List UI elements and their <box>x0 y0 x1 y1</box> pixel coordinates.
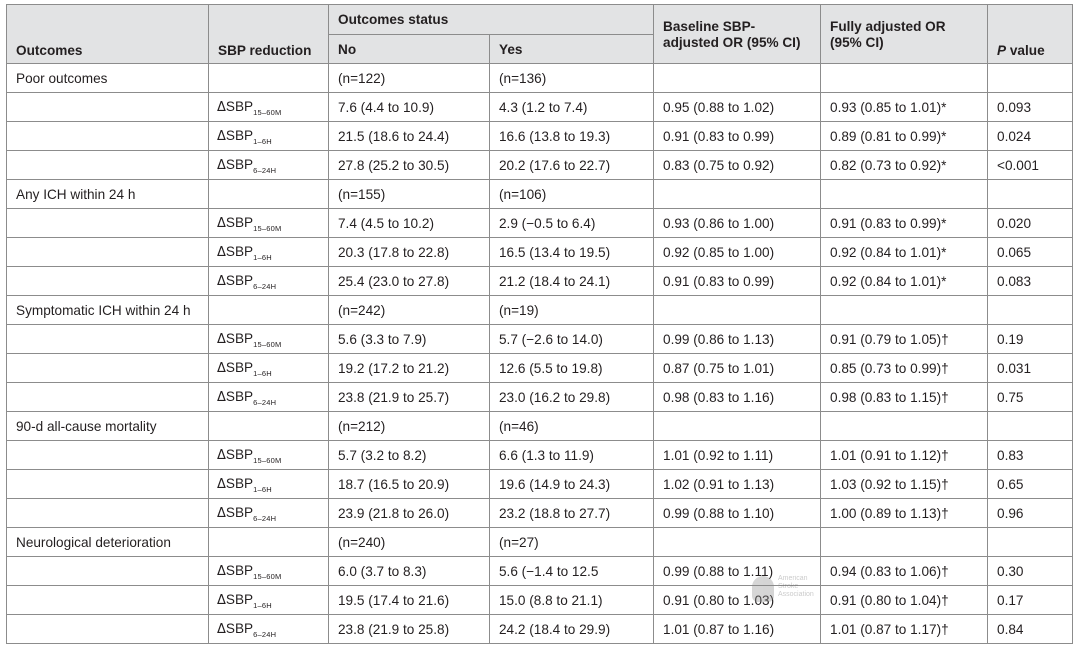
watermark-line-1: American <box>778 575 808 582</box>
sbp-reduction-label <box>209 586 329 615</box>
delta-symbol: Δ <box>217 245 226 260</box>
value-no: 27.8 (25.2 to 30.5) <box>329 151 490 180</box>
empty-cell <box>7 615 209 644</box>
outcome-name: Any ICH within 24 h <box>7 180 209 209</box>
n-no: (n=242) <box>329 296 490 325</box>
header-fully-or-line1: Fully adjusted OR <box>830 18 946 34</box>
sbp-reduction-label <box>209 122 329 151</box>
empty-cell <box>7 238 209 267</box>
empty-cell <box>821 412 988 441</box>
empty-cell <box>821 528 988 557</box>
table-body <box>7 64 1073 644</box>
empty-cell <box>988 412 1073 441</box>
fully-adjusted-or: 0.82 (0.73 to 0.92)* <box>821 151 988 180</box>
value-no: 23.8 (21.9 to 25.8) <box>329 615 490 644</box>
n-no: (n=240) <box>329 528 490 557</box>
sbp-subscript: 1–6H <box>253 601 272 610</box>
sbp-reduction-label <box>209 557 329 586</box>
empty-cell <box>821 64 988 93</box>
n-no: (n=122) <box>329 64 490 93</box>
value-no: 18.7 (16.5 to 20.9) <box>329 470 490 499</box>
empty-cell <box>7 267 209 296</box>
empty-cell <box>988 296 1073 325</box>
n-yes: (n=19) <box>490 296 654 325</box>
baseline-or: 1.02 (0.91 to 1.13) <box>654 470 821 499</box>
fully-adjusted-or: 0.92 (0.84 to 1.01)* <box>821 267 988 296</box>
watermark-line-3: Association <box>778 591 814 598</box>
sbp-text: SBP <box>225 447 254 462</box>
value-yes: 6.6 (1.3 to 11.9) <box>490 441 654 470</box>
header-outcomes-status: Outcomes status <box>329 5 654 35</box>
table-row <box>7 151 1073 180</box>
fully-adjusted-or: 0.91 (0.80 to 1.04)† <box>821 586 988 615</box>
value-yes: 21.2 (18.4 to 24.1) <box>490 267 654 296</box>
n-no: (n=155) <box>329 180 490 209</box>
empty-cell <box>654 528 821 557</box>
group-header-row <box>7 64 1073 93</box>
baseline-or: 0.83 (0.75 to 0.92) <box>654 151 821 180</box>
table-row <box>7 557 1073 586</box>
fully-adjusted-or: 1.03 (0.92 to 1.15)† <box>821 470 988 499</box>
empty-cell <box>654 180 821 209</box>
header-fully-or-line2: (95% CI) <box>830 35 884 50</box>
table-row <box>7 383 1073 412</box>
value-no: 21.5 (18.6 to 24.4) <box>329 122 490 151</box>
value-yes: 15.0 (8.8 to 21.1) <box>490 586 654 615</box>
empty-cell <box>7 383 209 412</box>
value-yes: 23.2 (18.8 to 27.7) <box>490 499 654 528</box>
empty-cell <box>7 441 209 470</box>
outcome-name: Poor outcomes <box>7 64 209 93</box>
fully-adjusted-or: 0.85 (0.73 to 0.99)† <box>821 354 988 383</box>
table-row <box>7 499 1073 528</box>
value-yes: 20.2 (17.6 to 22.7) <box>490 151 654 180</box>
baseline-or: 0.99 (0.86 to 1.13) <box>654 325 821 354</box>
sbp-subscript: 6–24H <box>253 630 277 639</box>
sbp-subscript: 6–24H <box>253 166 277 175</box>
sbp-text: SBP <box>225 128 254 143</box>
outcome-name: 90-d all-cause mortality <box>7 412 209 441</box>
n-yes: (n=136) <box>490 64 654 93</box>
empty-cell <box>654 296 821 325</box>
value-yes: 16.5 (13.4 to 19.5) <box>490 238 654 267</box>
p-value: 0.065 <box>988 238 1073 267</box>
empty-cell <box>7 151 209 180</box>
sbp-text: SBP <box>225 360 254 375</box>
sbp-text: SBP <box>225 99 254 114</box>
group-header-row <box>7 296 1073 325</box>
p-value: 0.65 <box>988 470 1073 499</box>
sbp-reduction-label <box>209 615 329 644</box>
empty-cell <box>7 354 209 383</box>
delta-symbol: Δ <box>217 622 226 637</box>
empty-cell <box>7 557 209 586</box>
sbp-text: SBP <box>225 621 254 636</box>
sbp-text: SBP <box>225 331 254 346</box>
table-row <box>7 586 1073 615</box>
value-no: 5.6 (3.3 to 7.9) <box>329 325 490 354</box>
sbp-reduction-label <box>209 93 329 122</box>
p-value: 0.19 <box>988 325 1073 354</box>
value-yes: 5.7 (−2.6 to 14.0) <box>490 325 654 354</box>
p-value: 0.96 <box>988 499 1073 528</box>
value-no: 7.4 (4.5 to 10.2) <box>329 209 490 238</box>
baseline-or: 0.95 (0.88 to 1.02) <box>654 93 821 122</box>
empty-cell <box>654 412 821 441</box>
baseline-or: 0.99 (0.88 to 1.11) <box>654 557 821 586</box>
sbp-text: SBP <box>225 244 254 259</box>
outcome-name: Symptomatic ICH within 24 h <box>7 296 209 325</box>
delta-symbol: Δ <box>217 100 226 115</box>
sbp-reduction-label <box>209 499 329 528</box>
sbp-subscript: 15–60M <box>253 456 282 465</box>
empty-cell <box>209 180 329 209</box>
baseline-or: 0.98 (0.83 to 1.16) <box>654 383 821 412</box>
header-p-italic: P <box>997 43 1007 58</box>
sbp-subscript: 15–60M <box>253 572 282 581</box>
delta-symbol: Δ <box>217 477 226 492</box>
value-no: 20.3 (17.8 to 22.8) <box>329 238 490 267</box>
sbp-subscript: 15–60M <box>253 224 282 233</box>
delta-symbol: Δ <box>217 506 226 521</box>
p-value: 0.83 <box>988 441 1073 470</box>
delta-symbol: Δ <box>217 448 226 463</box>
header-fully-adjusted-or <box>821 5 988 64</box>
sbp-reduction-label <box>209 238 329 267</box>
value-no: 23.8 (21.9 to 25.7) <box>329 383 490 412</box>
sbp-text: SBP <box>225 215 254 230</box>
value-no: 6.0 (3.7 to 8.3) <box>329 557 490 586</box>
value-yes: 4.3 (1.2 to 7.4) <box>490 93 654 122</box>
table-row <box>7 354 1073 383</box>
fully-adjusted-or: 0.92 (0.84 to 1.01)* <box>821 238 988 267</box>
value-no: 19.2 (17.2 to 21.2) <box>329 354 490 383</box>
sbp-reduction-label <box>209 441 329 470</box>
fully-adjusted-or: 0.91 (0.79 to 1.05)† <box>821 325 988 354</box>
sbp-text: SBP <box>225 563 254 578</box>
empty-cell <box>821 296 988 325</box>
header-baseline-or <box>654 5 821 64</box>
table-row <box>7 238 1073 267</box>
delta-symbol: Δ <box>217 274 226 289</box>
sbp-reduction-label <box>209 354 329 383</box>
header-baseline-or-line2: adjusted OR (95% CI) <box>663 35 801 50</box>
sbp-subscript: 1–6H <box>253 485 272 494</box>
fully-adjusted-or: 0.93 (0.85 to 1.01)* <box>821 93 988 122</box>
sbp-text: SBP <box>225 476 254 491</box>
empty-cell <box>7 325 209 354</box>
n-no: (n=212) <box>329 412 490 441</box>
sbp-subscript: 15–60M <box>253 340 282 349</box>
value-no: 19.5 (17.4 to 21.6) <box>329 586 490 615</box>
empty-cell <box>821 180 988 209</box>
header-no: No <box>329 35 490 64</box>
group-header-row <box>7 412 1073 441</box>
delta-symbol: Δ <box>217 593 226 608</box>
delta-symbol: Δ <box>217 564 226 579</box>
sbp-reduction-label <box>209 209 329 238</box>
empty-cell <box>209 64 329 93</box>
baseline-or: 0.91 (0.83 to 0.99) <box>654 267 821 296</box>
sbp-subscript: 1–6H <box>253 137 272 146</box>
fully-adjusted-or: 0.98 (0.83 to 1.15)† <box>821 383 988 412</box>
baseline-or: 1.01 (0.87 to 1.16) <box>654 615 821 644</box>
sbp-text: SBP <box>225 389 254 404</box>
sbp-reduction-label <box>209 151 329 180</box>
empty-cell <box>209 296 329 325</box>
empty-cell <box>7 122 209 151</box>
fully-adjusted-or: 0.89 (0.81 to 0.99)* <box>821 122 988 151</box>
sbp-reduction-label <box>209 383 329 412</box>
header-sbp-reduction: SBP reduction <box>209 5 329 64</box>
sbp-text: SBP <box>225 273 254 288</box>
fully-adjusted-or: 0.91 (0.83 to 0.99)* <box>821 209 988 238</box>
delta-symbol: Δ <box>217 129 226 144</box>
sbp-text: SBP <box>225 592 254 607</box>
header-baseline-or-line1: Baseline SBP- <box>663 18 756 34</box>
empty-cell <box>7 209 209 238</box>
p-value: 0.17 <box>988 586 1073 615</box>
empty-cell <box>7 586 209 615</box>
sbp-reduction-label <box>209 267 329 296</box>
p-value: 0.84 <box>988 615 1073 644</box>
value-yes: 24.2 (18.4 to 29.9) <box>490 615 654 644</box>
empty-cell <box>209 412 329 441</box>
sbp-subscript: 6–24H <box>253 514 277 523</box>
table-header <box>7 5 1073 64</box>
group-header-row <box>7 180 1073 209</box>
header-p-rest: value <box>1006 43 1045 58</box>
table-row <box>7 441 1073 470</box>
fully-adjusted-or: 1.01 (0.87 to 1.17)† <box>821 615 988 644</box>
delta-symbol: Δ <box>217 216 226 231</box>
empty-cell <box>209 528 329 557</box>
table-row <box>7 267 1073 296</box>
header-yes: Yes <box>490 35 654 64</box>
p-value: 0.093 <box>988 93 1073 122</box>
n-yes: (n=27) <box>490 528 654 557</box>
table-row <box>7 122 1073 151</box>
header-outcomes: Outcomes <box>7 5 209 64</box>
value-yes: 5.6 (−1.4 to 12.5 <box>490 557 654 586</box>
table-row <box>7 93 1073 122</box>
watermark-line-2: Stroke <box>778 583 799 590</box>
value-no: 25.4 (23.0 to 27.8) <box>329 267 490 296</box>
value-no: 7.6 (4.4 to 10.9) <box>329 93 490 122</box>
delta-symbol: Δ <box>217 361 226 376</box>
sbp-reduction-label <box>209 470 329 499</box>
p-value: 0.083 <box>988 267 1073 296</box>
value-yes: 16.6 (13.8 to 19.3) <box>490 122 654 151</box>
empty-cell <box>654 64 821 93</box>
fully-adjusted-or: 1.00 (0.89 to 1.13)† <box>821 499 988 528</box>
empty-cell <box>7 470 209 499</box>
p-value: 0.031 <box>988 354 1073 383</box>
sbp-subscript: 1–6H <box>253 369 272 378</box>
delta-symbol: Δ <box>217 158 226 173</box>
table-row <box>7 615 1073 644</box>
sbp-text: SBP <box>225 157 254 172</box>
n-yes: (n=46) <box>490 412 654 441</box>
group-header-row <box>7 528 1073 557</box>
table-row <box>7 325 1073 354</box>
p-value: 0.024 <box>988 122 1073 151</box>
value-no: 23.9 (21.8 to 26.0) <box>329 499 490 528</box>
value-yes: 2.9 (−0.5 to 6.4) <box>490 209 654 238</box>
baseline-or: 0.93 (0.86 to 1.00) <box>654 209 821 238</box>
baseline-or: 0.91 (0.80 to 1.03) <box>654 586 821 615</box>
fully-adjusted-or: 0.94 (0.83 to 1.06)† <box>821 557 988 586</box>
empty-cell <box>7 93 209 122</box>
outcome-name: Neurological deterioration <box>7 528 209 557</box>
value-no: 5.7 (3.2 to 8.2) <box>329 441 490 470</box>
value-yes: 12.6 (5.5 to 19.8) <box>490 354 654 383</box>
table-row <box>7 470 1073 499</box>
p-value: 0.75 <box>988 383 1073 412</box>
n-yes: (n=106) <box>490 180 654 209</box>
sbp-subscript: 15–60M <box>253 108 282 117</box>
value-yes: 23.0 (16.2 to 29.8) <box>490 383 654 412</box>
table-row <box>7 209 1073 238</box>
empty-cell <box>988 180 1073 209</box>
p-value: 0.020 <box>988 209 1073 238</box>
baseline-or: 1.01 (0.92 to 1.11) <box>654 441 821 470</box>
fully-adjusted-or: 1.01 (0.91 to 1.12)† <box>821 441 988 470</box>
sbp-reduction-label <box>209 325 329 354</box>
empty-cell <box>7 499 209 528</box>
outcomes-table <box>6 4 1073 644</box>
baseline-or: 0.92 (0.85 to 1.00) <box>654 238 821 267</box>
header-p-value <box>988 5 1073 64</box>
empty-cell <box>988 64 1073 93</box>
baseline-or: 0.87 (0.75 to 1.01) <box>654 354 821 383</box>
empty-cell <box>988 528 1073 557</box>
sbp-subscript: 6–24H <box>253 282 277 291</box>
value-yes: 19.6 (14.9 to 24.3) <box>490 470 654 499</box>
p-value: 0.30 <box>988 557 1073 586</box>
p-value: <0.001 <box>988 151 1073 180</box>
baseline-or: 0.99 (0.88 to 1.10) <box>654 499 821 528</box>
sbp-text: SBP <box>225 505 254 520</box>
delta-symbol: Δ <box>217 390 226 405</box>
sbp-subscript: 6–24H <box>253 398 277 407</box>
delta-symbol: Δ <box>217 332 226 347</box>
sbp-subscript: 1–6H <box>253 253 272 262</box>
baseline-or: 0.91 (0.83 to 0.99) <box>654 122 821 151</box>
